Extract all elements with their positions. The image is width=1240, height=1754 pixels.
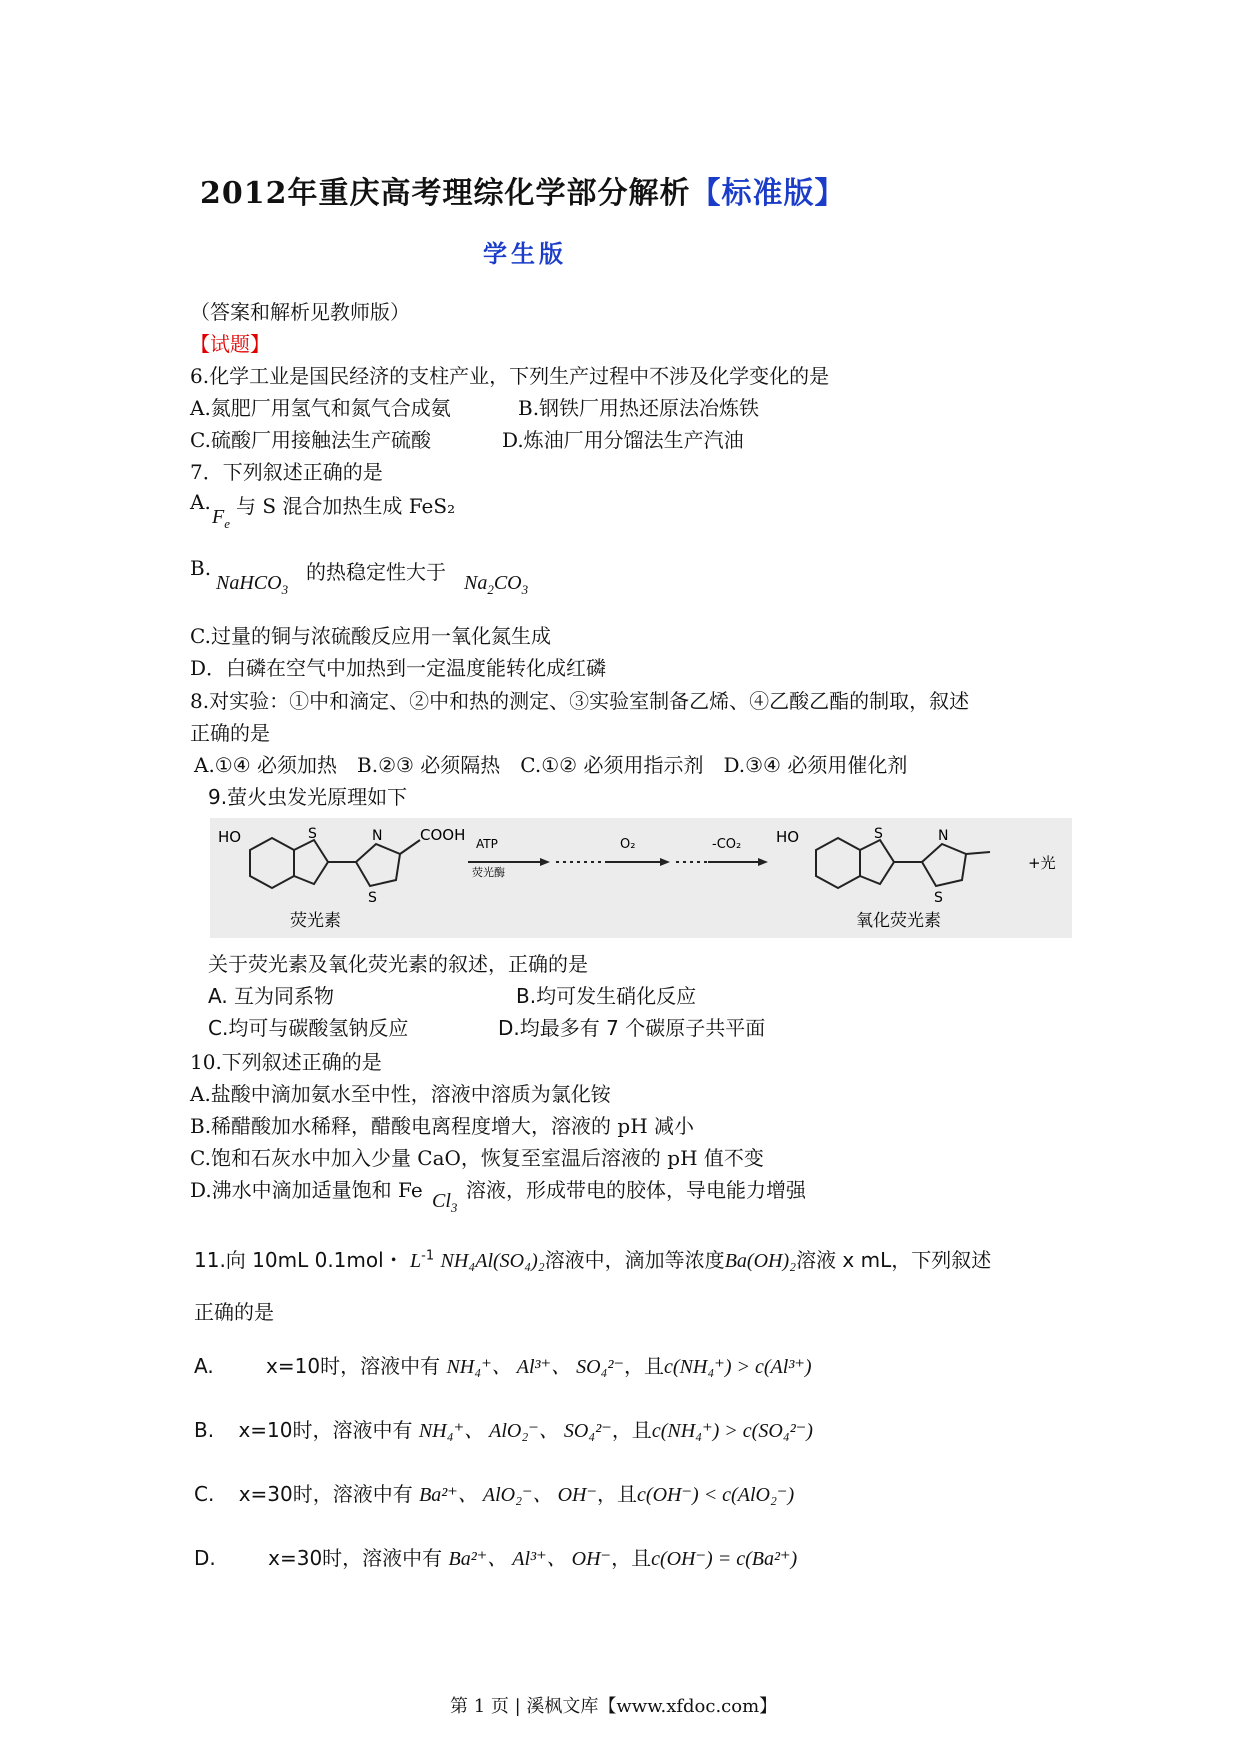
benzene-ring-left <box>250 838 294 888</box>
bond-cooh <box>400 840 420 854</box>
q11-a-x: x=10 <box>266 1354 321 1378</box>
q11-a-tail: ，且 <box>624 1354 665 1378</box>
cooh-label: COOH <box>420 826 466 844</box>
thiophene-ring-right <box>860 840 894 884</box>
s-label-right-2: S <box>934 890 943 906</box>
q11-b-label: B. <box>194 1418 215 1442</box>
q7-option-a-text: 与 S 混合加热生成 FeS₂ <box>236 494 456 518</box>
q6-stem: 6.化学工业是国民经济的支柱产业，下列生产过程中不涉及化学变化的是 <box>190 364 830 388</box>
q8-stem-1: 8.对实验：①中和滴定、②中和热的测定、③实验室制备乙烯、④乙酸乙酯的制取，叙述 <box>190 689 970 713</box>
q11-option-a <box>194 1350 812 1379</box>
q11-a-mid: 时，溶液中有 <box>320 1354 441 1378</box>
q11-b-tail: ，且 <box>611 1418 652 1442</box>
co2-label: -CO₂ <box>712 837 742 852</box>
q9-question: 关于荧光素及氧化荧光素的叙述，正确的是 <box>208 952 588 976</box>
q10-option-b: B.稀醋酸加水稀释，醋酸电离程度增大，溶液的 pH 减小 <box>190 1114 695 1138</box>
title-tag: 【标准版】 <box>690 176 846 211</box>
page-title <box>200 168 846 212</box>
oxyluciferin-label: 氧化荧光素 <box>856 911 941 931</box>
o2-label: O₂ <box>620 837 636 852</box>
note: （答案和解析见教师版） <box>190 300 410 324</box>
q11-d-ions: Ba²⁺、 Al³⁺、 OH⁻ <box>448 1548 612 1570</box>
q7-option-c: C.过量的铜与浓硫酸反应用一氧化氮生成 <box>190 624 551 648</box>
q11-option-d <box>194 1542 797 1571</box>
page-subtitle: 学生版 <box>483 239 567 268</box>
q10-option-c: C.饱和石灰水中加入少量 CaO，恢复至室温后溶液的 pH 值不变 <box>190 1146 764 1170</box>
s-label-left-2: S <box>368 890 377 906</box>
q7-option-a-label: A. <box>190 490 211 514</box>
q6-option-b: B.钢铁厂用热还原法冶炼铁 <box>518 396 760 420</box>
q8-stem-2: 正确的是 <box>190 721 270 745</box>
q11-b-mid: 时，溶液中有 <box>292 1418 413 1442</box>
q10-formula-cl3 <box>432 1190 457 1216</box>
thiophene-ring-left <box>294 840 328 884</box>
ho-label-left: HO <box>218 828 242 846</box>
arrowhead-5 <box>758 858 768 866</box>
luciferin-label: 荧光素 <box>290 911 341 931</box>
title-main: 2012年重庆高考理综化学部分解析 <box>200 176 691 211</box>
q11-c-ions: Ba²⁺、 AlO₂⁻、 OH⁻ <box>419 1484 598 1506</box>
q11-c-x: x=30 <box>238 1482 293 1506</box>
light-label: +光 <box>1028 854 1056 872</box>
q11-formula-baoh2: Ba(OH)₂ <box>724 1250 797 1272</box>
q11-stem-line2: 正确的是 <box>194 1300 274 1324</box>
q10-option-a: A.盐酸中滴加氨水至中性，溶液中溶质为氯化铵 <box>190 1082 611 1106</box>
co-sub: 3 <box>521 582 529 597</box>
q11-a-relation: c(NH₄⁺) > c(Al³⁺) <box>664 1356 812 1378</box>
q11-c-tail: ，且 <box>597 1482 638 1506</box>
q11-formula-salt: NH₄Al(SO₄)₂ <box>440 1250 545 1272</box>
q7-option-d: D．白磷在空气中加热到一定温度能转化成红磷 <box>190 656 607 680</box>
n-label-left: N <box>372 828 383 844</box>
carbonyl-bond <box>966 852 990 854</box>
fe-symbol: F <box>212 506 225 528</box>
q11-stem-part2: 溶液中，滴加等浓度 <box>544 1248 725 1272</box>
nahco3-sub: 3 <box>281 582 289 597</box>
q11-d-relation: c(OH⁻) = c(Ba²⁺) <box>651 1548 798 1570</box>
fe-sub: e <box>224 516 230 531</box>
q11-b-ions: NH₄⁺、 AlO₂⁻、 SO₄²⁻ <box>418 1420 612 1442</box>
q9-option-c: C.均可与碳酸氢钠反应 <box>208 1016 409 1040</box>
luciferin-reaction-diagram <box>210 818 1072 938</box>
q9-option-b: B.均可发生硝化反应 <box>516 984 697 1008</box>
q11-stem-line1 <box>194 1244 991 1273</box>
q11-d-x: x=30 <box>268 1546 323 1570</box>
q6-option-d: D.炼油厂用分馏法生产汽油 <box>502 428 744 452</box>
q7-formula-fe <box>212 506 230 532</box>
n-label-right: N <box>938 828 949 844</box>
q9-option-a: A. 互为同系物 <box>208 984 335 1008</box>
q7-formula-nahco3 <box>216 572 288 598</box>
arrowhead-1 <box>540 858 550 866</box>
q11-stem-part1: 11.向 10mL 0.1mol・ <box>194 1248 404 1272</box>
q7-option-b-label: B. <box>190 556 212 580</box>
s-label-left-1: S <box>308 826 317 842</box>
cl-symbol: Cl <box>432 1190 451 1212</box>
q9-option-d: D.均最多有 7 个碳原子共平面 <box>498 1016 766 1040</box>
q10-stem: 10.下列叙述正确的是 <box>190 1050 382 1074</box>
q11-stem-part3: 溶液 x mL，下列叙述 <box>796 1248 992 1272</box>
nahco3-symbol: NaHCO <box>216 572 282 594</box>
q11-option-b <box>194 1414 813 1443</box>
q10-option-d-part1: D.沸水中滴加适量饱和 Fe <box>190 1178 423 1202</box>
page-footer: 第 1 页 | 溪枫文库【www.xfdoc.com】 <box>450 1696 778 1717</box>
thiazoline-ring-right <box>922 844 966 886</box>
na-symbol: Na <box>464 572 488 594</box>
q6-option-a: A.氮肥厂用氢气和氮气合成氨 <box>190 396 451 420</box>
q11-c-mid: 时，溶液中有 <box>292 1482 413 1506</box>
q11-d-tail: ，且 <box>611 1546 652 1570</box>
na-sub: 2 <box>487 582 494 597</box>
co-symbol: CO <box>493 572 522 594</box>
q11-b-relation: c(NH₄⁺) > c(SO₄²⁻) <box>651 1420 813 1442</box>
q7-option-b-text: 的热稳定性大于 <box>306 560 446 584</box>
q11-b-x: x=10 <box>238 1418 293 1442</box>
thiazoline-ring-left <box>356 844 400 886</box>
atp-label: ATP <box>476 837 498 851</box>
q7-formula-na2co3 <box>464 572 528 598</box>
q11-c-label: C. <box>194 1482 215 1506</box>
benzene-ring-right <box>816 838 860 888</box>
arrowhead-3 <box>660 858 670 866</box>
q11-d-mid: 时，溶液中有 <box>322 1546 443 1570</box>
q11-unit-l: L <box>410 1250 422 1272</box>
ho-label-right: HO <box>776 828 800 846</box>
q11-unit-sup: -1 <box>421 1248 435 1264</box>
q10-option-d-part2: 溶液，形成带电的胶体，导电能力增强 <box>466 1178 806 1202</box>
q7-stem: 7．下列叙述正确的是 <box>190 460 383 484</box>
enzyme-label: 荧光酶 <box>472 866 505 879</box>
q9-stem: 9.萤火虫发光原理如下 <box>208 785 408 809</box>
s-label-right-1: S <box>874 826 883 842</box>
section-heading: 【试题】 <box>190 332 270 356</box>
q11-option-c <box>194 1478 794 1507</box>
q8-options: A.①④ 必须加热 B.②③ 必须隔热 C.①② 必须用指示剂 D.③④ 必须用催化剂 <box>194 753 908 777</box>
reaction-scheme-svg <box>210 818 1072 938</box>
q11-a-ions: NH₄⁺、 Al³⁺、 SO₄²⁻ <box>446 1356 625 1378</box>
q11-d-label: D. <box>194 1546 216 1570</box>
q11-c-relation: c(OH⁻) < c(AlO₂⁻) <box>637 1484 795 1506</box>
q6-option-c: C.硫酸厂用接触法生产硫酸 <box>190 428 431 452</box>
q11-a-label: A. <box>194 1354 214 1378</box>
cl-sub: 3 <box>450 1200 458 1215</box>
